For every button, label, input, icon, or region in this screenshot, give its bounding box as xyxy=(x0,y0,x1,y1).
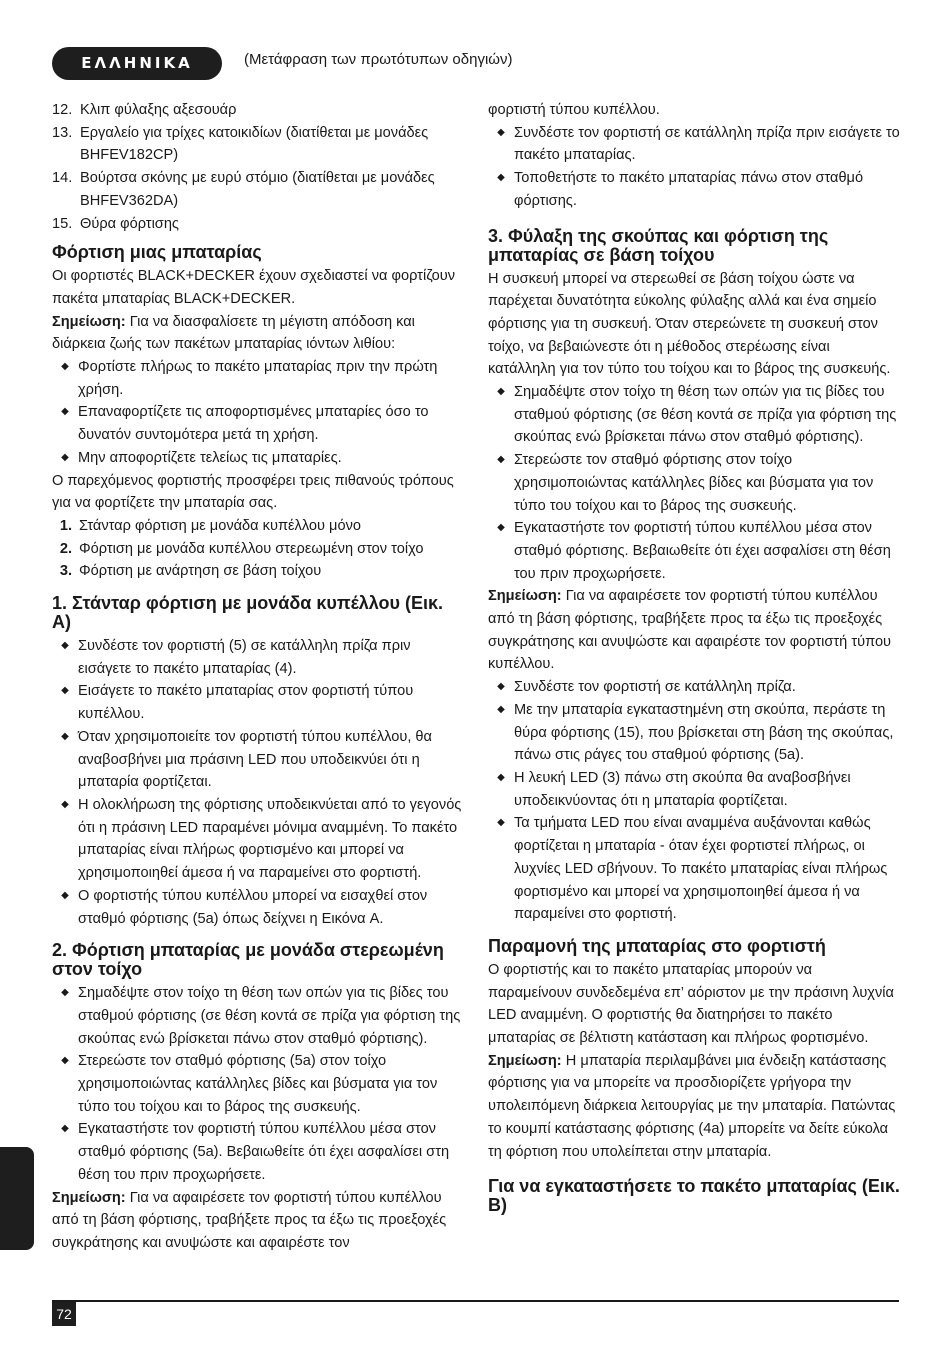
diamond-bullet-icon: ◆ xyxy=(61,361,69,373)
section-heading-install: Για να εγκαταστήσετε το πακέτο μπαταρίας (Εικ. B) xyxy=(488,1176,900,1216)
list-item: ◆ Όταν χρησιμοποιείτε τον φορτιστή τύπου κυπέλλου, θα αναβοσβήνει μια πράσινη LED που υποδεικνύει ότι η μπαταρία φορτίζεται. xyxy=(52,726,462,794)
method-item: 1. Στάνταρ φόρτιση με μονάδα κυπέλλου μόνο xyxy=(59,517,361,534)
diamond-bullet-icon: ◆ xyxy=(61,1123,69,1135)
diamond-bullet-icon: ◆ xyxy=(61,406,69,418)
diamond-bullet-icon: ◆ xyxy=(61,1055,69,1067)
list-item: ◆ Η λευκή LED (3) πάνω στη σκούπα θα αναβοσβήνει υποδεικνύοντας ότι η μπαταρία φορτίζεται. xyxy=(488,767,900,812)
diamond-bullet-icon: ◆ xyxy=(61,640,69,652)
list-item: ◆ Συνδέστε τον φορτιστή σε κατάλληλη πρίζα πριν εισάγετε το πακέτο μπαταρίας. xyxy=(488,122,900,167)
diamond-bullet-icon: ◆ xyxy=(61,730,69,742)
diamond-bullet-icon: ◆ xyxy=(61,889,69,901)
section-heading-charging: Φόρτιση μιας μπαταρίας xyxy=(52,242,262,263)
list-item: ◆ Η ολοκλήρωση της φόρτισης υποδεικνύεται από το γεγονός ότι η πράσινη LED παραμένει μόνιμα αναμμένη. Το πακέτο μπαταρίας είναι πλήρως φορτισμένο και μπορεί να χρησιμοποιηθεί άμεσα ή να παραμείνει στο φορτιστή. xyxy=(52,794,462,885)
diamond-bullet-icon: ◆ xyxy=(497,681,505,693)
left-column xyxy=(52,99,462,1255)
language-badge: ΕΛΛΗΝΙΚΑ xyxy=(52,47,222,80)
continuation-text: φορτιστή τύπου κυπέλλου. xyxy=(488,102,660,118)
section3-note: Σημείωση: Για να αφαιρέσετε τον φορτιστή τύπου κυπέλλου από τη βάση φόρτισης, τραβήξετε προς τα έξω τις προεξοχές συγκράτησης και ανυψώστε και αφαιρέστε τον φορτιστή τύπου κυπέλλου. xyxy=(488,588,892,673)
right-column xyxy=(488,99,900,1218)
stay-text: Ο φορτιστής και το πακέτο μπαταρίας μπορούν να παραμείνουν συνδεδεμένα επ’ αόριστον με την πράσινη λυχνία LED αναμμένη. Ο φορτιστής θα διατηρήσει το πακέτο μπαταρίας σε βέλτιστη κατάσταση και πλήρως φορτισμένο. xyxy=(488,961,894,1047)
section-heading-stay: Παραμονή της μπαταρίας στο φορτιστή xyxy=(488,935,826,956)
parts-list-item: 13. Εργαλείο για τρίχες κατοικιδίων (διατίθεται με μονάδες BHFEV182CP) xyxy=(52,124,429,164)
section-heading-3: 3. Φύλαξη της σκούπας και φόρτιση της μπαταρίας σε βάση τοίχου xyxy=(488,225,829,265)
parts-list-item: 15. Θύρα φόρτισης xyxy=(52,215,179,232)
list-item: ◆ Εγκαταστήστε τον φορτιστή τύπου κυπέλλου μέσα στον σταθμό φόρτισης (5a). Βεβαιωθείτε ότι έχει ασφαλίσει στη θέση του πριν προχωρήσετε. xyxy=(52,1118,462,1186)
diamond-bullet-icon: ◆ xyxy=(61,685,69,697)
diamond-bullet-icon: ◆ xyxy=(497,126,505,138)
diamond-bullet-icon: ◆ xyxy=(497,522,505,534)
diamond-bullet-icon: ◆ xyxy=(497,454,505,466)
method-item: 2. Φόρτιση με μονάδα κυπέλλου στερεωμένη στον τοίχο xyxy=(59,540,424,557)
stay-note: Σημείωση: Η μπαταρία περιλαμβάνει μια ένδειξη κατάστασης φόρτισης για να μπορείτε να προσδιορίζετε γρήγορα την υπολειπόμενη διάρκεια λειτουργίας με την μπαταρία. Πατώντας το κουμπί κατάστασης φόρτισης (4a) μπορείτε να δείτε εύκολα τη φόρτιση που υπολείπεται στην μπαταρία. xyxy=(488,1052,896,1160)
list-item: ◆ Στερεώστε τον σταθμό φόρτισης (5a) στον τοίχο χρησιμοποιώντας κατάλληλες βίδες και βύσματα για τον τύπο του τοίχου και το βάρος της συσκευής. xyxy=(52,1050,462,1118)
list-item: ◆ Μην αποφορτίζετε τελείως τις μπαταρίες. xyxy=(52,447,462,470)
list-item: ◆ Τοποθετήστε το πακέτο μπαταρίας πάνω στον σταθμό φόρτισης. xyxy=(488,167,900,212)
footer-divider xyxy=(52,1300,899,1302)
list-item: ◆ Με την μπαταρία εγκαταστημένη στη σκούπα, περάστε τη θύρα φόρτισης (15), που βρίσκεται στη βάση της σκούπας, πάνω στις ράγες του σταθμού φόρτισης (5a). xyxy=(488,699,900,767)
list-item: ◆ Τα τμήματα LED που είναι αναμμένα αυξάνονται καθώς φορτίζεται η μπαταρία - όταν έχει φορτιστεί πλήρως, οι λυχνίες LED σβήνουν. Το πακέτο μπαταρίας είναι πλήρως φορτισμένο και μπορεί να χρησιμοποιηθεί άμεσα ή να παραμείνει στο φορτιστή. xyxy=(488,812,900,926)
diamond-bullet-icon: ◆ xyxy=(61,987,69,999)
language-side-tab xyxy=(0,1147,34,1250)
section2-note: Σημείωση: Για να αφαιρέσετε τον φορτιστή τύπου κυπέλλου από τη βάση φόρτισης, τραβήξετε προς τα έξω τις προεξοχές συγκράτησης και ανυψώστε και αφαιρέστε τον xyxy=(52,1189,447,1251)
list-item: ◆ Σημαδέψτε στον τοίχο τη θέση των οπών για τις βίδες του σταθμού φόρτισης (σε θέση κοντά σε πρίζα για φόρτιση της σκούπας ενώ βρίσκεται πάνω στον σταθμό φόρτισης). xyxy=(488,381,900,449)
charging-intro: Οι φορτιστές BLACK+DECKER έχουν σχεδιαστεί να φορτίζουν πακέτα μπαταρίας BLACK+DECKER. xyxy=(52,268,456,307)
parts-list-item: 12. Κλιπ φύλαξης αξεσουάρ xyxy=(52,102,237,118)
list-item: ◆ Επαναφορτίζετε τις αποφορτισμένες μπαταρίες όσο το δυνατόν συντομότερα μετά τη χρήση. xyxy=(52,401,462,446)
diamond-bullet-icon: ◆ xyxy=(497,172,505,184)
list-item: ◆ Συνδέστε τον φορτιστή (5) σε κατάλληλη πρίζα πριν εισάγετε το πακέτο μπαταρίας (4). xyxy=(52,635,462,680)
charging-note: Σημείωση: Για να διασφαλίσετε τη μέγιστη απόδοση και διάρκεια ζωής των πακέτων μπαταρίας ιόντων λιθίου: xyxy=(52,313,415,353)
diamond-bullet-icon: ◆ xyxy=(497,703,505,715)
section-heading-2: 2. Φόρτιση μπαταρίας με μονάδα στερεωμένη στον τοίχο xyxy=(52,940,444,980)
diamond-bullet-icon: ◆ xyxy=(497,386,505,398)
list-item: ◆ Σημαδέψτε στον τοίχο τη θέση των οπών για τις βίδες του σταθμού φόρτισης (σε θέση κοντά σε πρίζα για φόρτιση της σκούπας ενώ βρίσκεται πάνω στον σταθμό φόρτισης). xyxy=(52,982,462,1050)
list-item: ◆ Φορτίστε πλήρως το πακέτο μπαταρίας πριν την πρώτη χρήση. xyxy=(52,356,462,401)
list-item: ◆ Ο φορτιστής τύπου κυπέλλου μπορεί να εισαχθεί στον σταθμό φόρτισης (5a) όπως δείχνει η Εικόνα A. xyxy=(52,885,462,930)
list-item: ◆ Εγκαταστήστε τον φορτιστή τύπου κυπέλλου μέσα στον σταθμό φόρτισης. Βεβαιωθείτε ότι έχει ασφαλίσει στη θέση του πριν προχωρήσετε. xyxy=(488,517,900,585)
diamond-bullet-icon: ◆ xyxy=(497,817,505,829)
methods-intro: Ο παρεχόμενος φορτιστής προσφέρει τρεις πιθανούς τρόπους για να φορτίζετε την μπαταρία σας. xyxy=(52,472,454,512)
diamond-bullet-icon: ◆ xyxy=(497,771,505,783)
diamond-bullet-icon: ◆ xyxy=(61,798,69,810)
diamond-bullet-icon: ◆ xyxy=(61,451,69,463)
list-item: ◆ Εισάγετε το πακέτο μπαταρίας στον φορτιστή τύπου κυπέλλου. xyxy=(52,680,462,725)
parts-list-item: 14. Βούρτσα σκόνης με ευρύ στόμιο (διατίθεται με μονάδες BHFEV362DA) xyxy=(52,170,435,209)
method-item: 3. Φόρτιση με ανάρτηση σε βάση τοίχου xyxy=(59,563,322,580)
list-item: ◆ Στερεώστε τον σταθμό φόρτισης στον τοίχο χρησιμοποιώντας κατάλληλες βίδες και βύσματα για τον τύπο του τοίχου και το βάρος της συσκευής. xyxy=(488,449,900,517)
page-number: 72 xyxy=(52,1302,76,1326)
translation-note: (Μετάφραση των πρωτότυπων οδηγιών) xyxy=(244,51,513,68)
section3-intro: Η συσκευή μπορεί να στερεωθεί σε βάση τοίχου ώστε να παρέχεται δυνατότητα εύκολης φύλαξης αλλά και ένα σημείο φόρτισης για τη συσκευή. Όταν στερεώνετε τη συσκευή στον τοίχο, να βεβαιώνεστε ότι η μέθοδος στερέωσης είναι κατάλληλη για τον τύπο του τοίχου και το βάρος της συσκευής. xyxy=(488,270,891,378)
list-item: ◆ Συνδέστε τον φορτιστή σε κατάλληλη πρίζα. xyxy=(488,676,900,699)
section-heading-1: 1. Στάνταρ φόρτιση με μονάδα κυπέλλου (Εικ. A) xyxy=(52,593,444,633)
